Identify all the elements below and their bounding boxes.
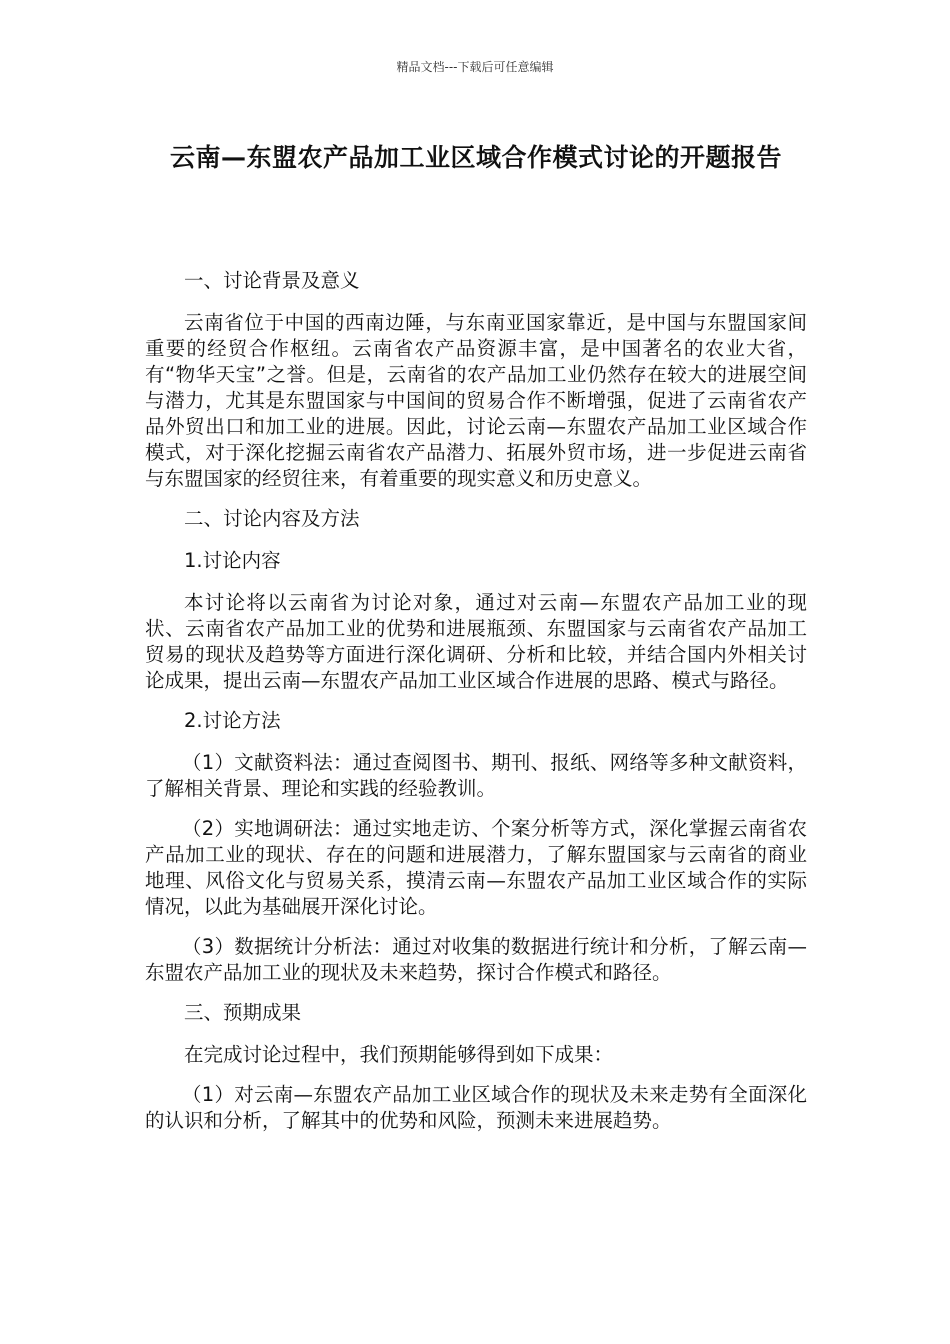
- expected-item-1: （1）对云南—东盟农产品加工业区域合作的现状及未来走势有全面深化的认识和分析，了解其中的优势和风险，预测未来进展趋势。: [145, 1083, 807, 1132]
- section-heading-content-methods: 二、讨论内容及方法: [184, 507, 360, 530]
- paragraph-background: 云南省位于中国的西南边陲，与东南亚国家靠近，是中国与东盟国家间重要的经贸合作枢纽。云南省农产品资源丰富，是中国著名的农业大省，有“物华天宝”之誉。但是，云南省的农产品加工业仍然存在较大的进展空间与潜力，尤其是东盟国家与中国间的贸易合作不断增强，促进了云南省农产品外贸出口和加工业的进展。因此，讨论云南—东盟农产品加工业区域合作模式，对于深化挖掘云南省农产品潜力、拓展外贸市场，进一步促进云南省与东盟国家的经贸往来，有着重要的现实意义和历史意义。: [145, 311, 807, 490]
- method-item-fieldwork: （2）实地调研法：通过实地走访、个案分析等方式，深化掌握云南省农产品加工业的现状、存在的问题和进展潜力，了解东盟国家与云南省的商业地理、风俗文化与贸易关系，摸清云南—东盟农产品加工业区域合作的实际情况，以此为基础展开深化讨论。: [145, 817, 807, 918]
- method-item-literature: （1）文献资料法：通过查阅图书、期刊、报纸、网络等多种文献资料，了解相关背景、理论和实践的经验教训。: [145, 751, 807, 800]
- subheading-content: 1.讨论内容: [184, 549, 281, 572]
- paragraph-content: 本讨论将以云南省为讨论对象，通过对云南—东盟农产品加工业的现状、云南省农产品加工业的优势和进展瓶颈、东盟国家与云南省农产品加工贸易的现状及趋势等方面进行深化调研、分析和比较，并结合国内外相关讨论成果，提出云南—东盟农产品加工业区域合作进展的思路、模式与路径。: [145, 591, 807, 692]
- document-title: 云南—东盟农产品加工业区域合作模式讨论的开题报告: [169, 143, 782, 172]
- page-header: 精品文档---下载后可任意编辑: [396, 60, 554, 74]
- section-heading-background: 一、讨论背景及意义: [184, 269, 360, 292]
- subheading-methods: 2.讨论方法: [184, 709, 281, 732]
- paragraph-expected-intro: 在完成讨论过程中，我们预期能够得到如下成果：: [184, 1043, 614, 1066]
- method-item-statistics: （3）数据统计分析法：通过对收集的数据进行统计和分析，了解云南—东盟农产品加工业的现状及未来趋势，探讨合作模式和路径。: [145, 935, 807, 984]
- section-heading-expected-results: 三、预期成果: [184, 1001, 302, 1024]
- document-body: [145, 268, 807, 1148]
